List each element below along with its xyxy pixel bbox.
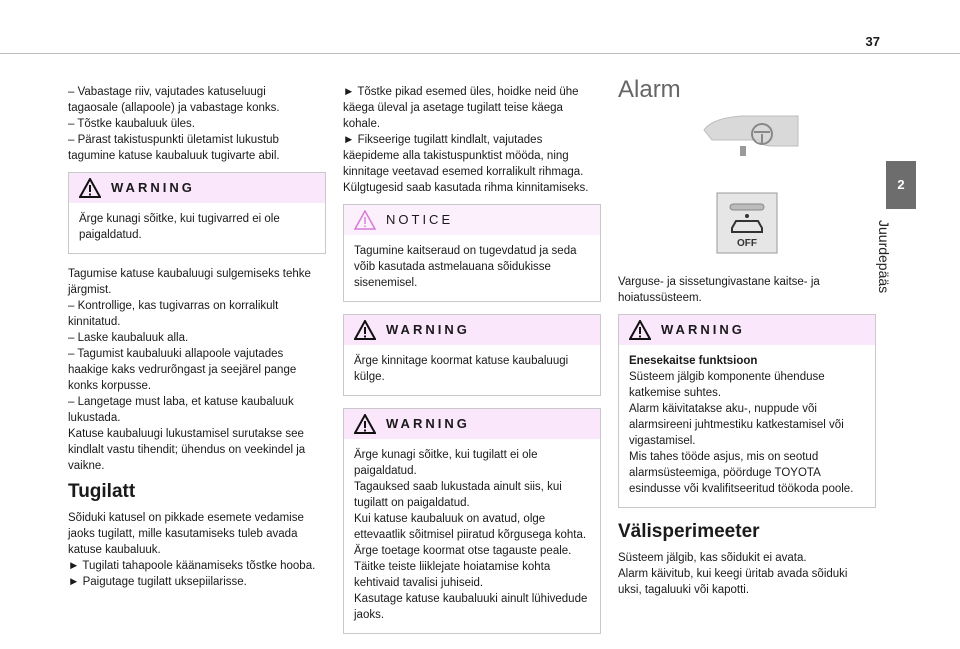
text-line: kohale. [343, 118, 381, 130]
column-3 [618, 76, 876, 606]
text-line: Kui katuse kaubaluuk on avatud, olge [354, 513, 546, 525]
alarm-title: Alarm [618, 76, 681, 103]
text-line: uksi, tagaluuki või kapotti. [618, 584, 750, 596]
text-line: konks korpusse. [68, 380, 152, 392]
paragraph [68, 266, 326, 474]
text-line: – Tõstke kaubaluuk üles. [68, 118, 196, 130]
text-line: ► Fikseerige tugilatt kindlalt, vajutades [343, 134, 543, 146]
text-line: Mis tahes tööde asjus, mis on seotud [629, 451, 819, 463]
text-line: – Vabastage riiv, vajutades katuseluugi [68, 86, 266, 98]
warning-header [69, 173, 325, 203]
text-line: – Pärast takistuspunkti ületamist lukustub [68, 134, 279, 146]
text-line: katuse kaubaluuk. [68, 544, 161, 556]
text-line: Täitke teiste liiklejate hoiatamise kohta [354, 561, 551, 573]
text-line: vaikne. [68, 460, 105, 472]
warning-triangle-icon [354, 414, 376, 434]
text-line: Tagauksed saab lukustada ainult siis, kui [354, 481, 562, 493]
text-line: haakige kaks vedrurõngast ja seejärel pange [68, 364, 297, 376]
text-line: ► Tõstke pikad esemed üles, hoidke neid ühe [343, 86, 579, 98]
notice-title: NOTICE [386, 212, 454, 227]
section-title: Välisperimeeter [618, 521, 760, 542]
text-line: vigastamisel. [629, 435, 696, 447]
text-line: Ärge kunagi sõitke, kui tugilatt ei ole [354, 449, 538, 461]
text-line: alarmsireeni juhtmestiku katkestamisel või [629, 419, 844, 431]
text-line: Sõiduki katusel on pikkade esemete vedamise [68, 512, 304, 524]
warning-box [618, 314, 876, 508]
warning-box [343, 408, 601, 634]
notice-body [344, 235, 600, 301]
paragraph [68, 84, 326, 164]
text-line: ettevaatlik sõitmisel piiratud kõrgusega kohta. [354, 529, 587, 541]
text-line: Alarm käivitub, kui keegi üritab avada sõiduki [618, 568, 848, 580]
notice-header [344, 205, 600, 235]
rearview-mirror-icon [702, 110, 802, 162]
warning-body [344, 439, 600, 633]
text-line: jaoks tugilatt, mille kasutamiseks tuleb avada [68, 528, 298, 540]
paragraph [618, 550, 876, 598]
text-line: külge. [354, 371, 385, 383]
text-line: sisenemisel. [354, 277, 418, 289]
text-line: Varguse- ja sissetungivastane kaitse- ja [618, 276, 820, 288]
off-label: OFF [737, 238, 757, 249]
text-line: lukustada. [68, 412, 121, 424]
warning-header [344, 315, 600, 345]
warning-title: WARNING [386, 416, 470, 431]
text-line: käega üleval ja asetage tugilatt teise käega [343, 102, 563, 114]
text-line: kinnitage veetavad esemed korralikult rihmaga. [343, 166, 584, 178]
text-line: Süsteem jälgib, kas sõidukit ei avata. [618, 552, 807, 564]
paragraph [343, 84, 601, 196]
paragraph [68, 510, 326, 590]
text-line: Tagumise katuse kaubaluugi sulgemiseks tehke [68, 268, 311, 280]
text-line: alarmsüsteemiga, pöörduge TOYOTA [629, 467, 821, 479]
warning-body [69, 203, 325, 253]
warning-box [68, 172, 326, 254]
column-1 [68, 84, 326, 598]
text-line: Ärge toetage koormat otse tagauste peale. [354, 545, 572, 557]
text-line: – Tagumist kaubaluuki allapoole vajutades [68, 348, 284, 360]
text-line: katkemise suhtes. [629, 387, 722, 399]
text-line: Külgtugesid saab kasutada rihma kinnitamiseks. [343, 182, 589, 194]
text-line: kindlalt vastu tihendit; ühendus on veekindel ja [68, 444, 306, 456]
text-line: paigaldatud. [354, 465, 417, 477]
text-line: – Laske kaubaluuk alla. [68, 332, 189, 344]
warning-triangle-icon [354, 320, 376, 340]
section-title: Tugilatt [68, 481, 136, 502]
warning-title: WARNING [386, 322, 470, 337]
page-number: 37 [865, 34, 880, 49]
chapter-label [876, 220, 926, 330]
text-line: Ärge kunagi sõitke, kui tugivarred ei ole [79, 213, 280, 225]
text-line: ► Paigutage tugilatt uksepiilarisse. [68, 576, 247, 588]
warning-triangle-icon [629, 320, 651, 340]
text-line: tagaosale (allapoole) ja vabastage konks. [68, 102, 280, 114]
text-line: Ärge kinnitage koormat katuse kaubaluugi [354, 355, 569, 367]
text-line: paigaldatud. [79, 229, 142, 241]
warning-title: WARNING [661, 322, 745, 337]
text-line: hoiatussüsteem. [618, 292, 702, 304]
text-line: kinnitatud. [68, 316, 121, 328]
text-line: esindusse või kvalifitseeritud töökoda poole. [629, 483, 854, 495]
notice-triangle-icon [354, 210, 376, 230]
warning-subtitle: Enesekaitse funktsioon [629, 355, 758, 367]
paragraph [618, 274, 876, 306]
text-line: tagumine katuse kaubaluuk tugivarte abil. [68, 150, 280, 162]
text-line: kehtivaid tavalisi juhiseid. [354, 577, 484, 589]
warning-header [344, 409, 600, 439]
warning-triangle-icon [79, 178, 101, 198]
notice-box [343, 204, 601, 302]
text-line: Süsteem jälgib komponente ühenduse [629, 371, 825, 383]
text-line: tugilatt on paigaldatud. [354, 497, 470, 509]
warning-body [619, 345, 875, 507]
warning-box [343, 314, 601, 396]
text-line: Katuse kaubaluugi lukustamisel surutakse see [68, 428, 304, 440]
warning-title: WARNING [111, 180, 195, 195]
text-line: – Kontrollige, kas tugivarras on korralikult [68, 300, 279, 312]
text-line: jaoks. [354, 609, 385, 621]
alarm-off-button-icon [716, 192, 778, 254]
chapter-label-text: Juurdepääs [876, 220, 892, 294]
column-2 [343, 84, 601, 646]
text-line: käepideme alla takistuspunktist mööda, ning [343, 150, 569, 162]
warning-header [619, 315, 875, 345]
alarm-figures [618, 110, 876, 249]
header-rule [0, 53, 960, 54]
text-line: Kasutage katuse kaubaluuki ainult lühivedude [354, 593, 588, 605]
text-line: – Langetage must laba, et katuse kaubaluuk [68, 396, 294, 408]
chapter-tab[interactable]: 2 [886, 161, 916, 209]
text-line: Tagumine kaitseraud on tugevdatud ja seda [354, 245, 577, 257]
warning-body [344, 345, 600, 395]
text-line: Alarm käivitatakse aku-, nuppude või [629, 403, 817, 415]
text-line: järgmist. [68, 284, 112, 296]
text-line: ► Tugilati tahapoole käänamiseks tõstke hooba. [68, 560, 316, 572]
text-line: võib kasutada astmelauana sõidukisse [354, 261, 551, 273]
